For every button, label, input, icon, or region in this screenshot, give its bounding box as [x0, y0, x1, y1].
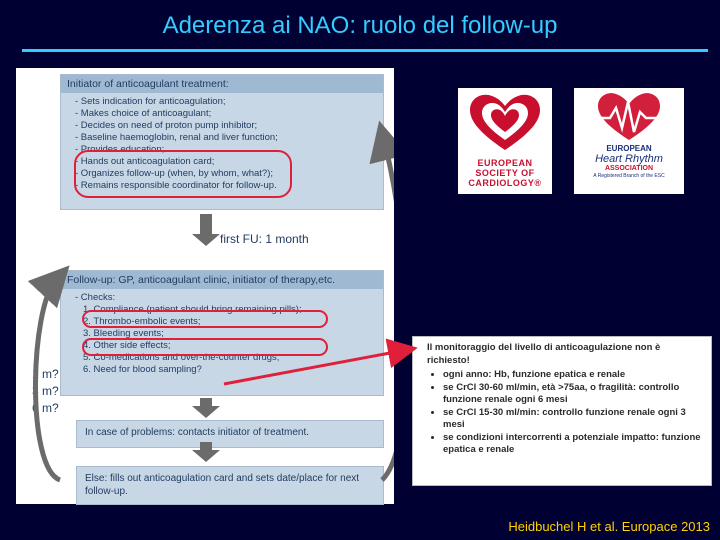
list-item: 2. Thrombo-embolic events;: [83, 316, 201, 327]
problems-box: In case of problems: contacts initiator of treatment.: [76, 420, 384, 448]
citation: Heidbuchel H et al. Europace 2013: [508, 519, 710, 534]
list-item: - Organizes follow-up (when, by whom, what?);: [75, 168, 273, 179]
list-item: - Sets indication for anticoagulation;: [75, 96, 226, 107]
list-item: 6. Need for blood sampling?: [83, 364, 202, 375]
list-item: • se CrCl 15-30 ml/min: controllo funzione renale ogni 3 mesi: [443, 407, 703, 432]
list-item: • se CrCl 30-60 ml/min, età >75aa, o fragilità: controllo funzione renale ogni 6 mesi: [443, 382, 703, 407]
list-item: 3. Bleeding events;: [83, 328, 164, 339]
info-heading: Il monitoraggio del livello di anticoagulazione non è richiesto!: [427, 342, 661, 366]
esc-name: EUROPEAN SOCIETY OF CARDIOLOGY®: [468, 158, 542, 188]
list-item: 5. Co-medications and over-the-counter drugs;: [83, 352, 280, 363]
list-item: - Baseline haemoglobin, renal and liver function;: [75, 132, 278, 143]
checks-label: - Checks:: [75, 292, 116, 303]
list-item: 1. Compliance (patient should bring remaining pills);: [83, 304, 302, 315]
list-item: • se condizioni intercorrenti a potenziale impatto: funzione epatica e renale: [443, 432, 703, 457]
followup-heading: Follow-up: GP, anticoagulant clinic, initiator of therapy,etc.: [61, 271, 383, 289]
callout-arrow-line: [224, 350, 406, 384]
first-fu-label: first FU: 1 month: [220, 232, 309, 246]
list-item: - Provides education;: [75, 144, 165, 155]
interval-label: 6 m?: [32, 401, 59, 415]
ehra-name: EUROPEAN Heart Rhythm ASSOCIATION A Registered Branch of the ESC: [593, 144, 665, 179]
else-box: Else: fills out anticoagulation card and sets date/place for next follow-up.: [76, 466, 384, 505]
list-item: - Makes choice of anticoagulant;: [75, 108, 212, 119]
list-item: - Decides on need of proton pump inhibitor;: [75, 120, 258, 131]
list-item: 4. Other side effects;: [83, 340, 171, 351]
list-item: - Hands out anticoagulation card;: [75, 156, 215, 167]
list-item: • ogni anno: Hb, funzione epatica e renale: [443, 369, 703, 382]
initiator-heading: Initiator of anticoagulant treatment:: [61, 75, 383, 93]
list-item: - Remains responsible coordinator for follow-up.: [75, 180, 277, 191]
interval-label: 1 m?: [32, 367, 59, 381]
interval-label: 3 m?: [32, 384, 59, 398]
slide-title: Aderenza ai NAO: ruolo del follow-up: [162, 12, 558, 39]
